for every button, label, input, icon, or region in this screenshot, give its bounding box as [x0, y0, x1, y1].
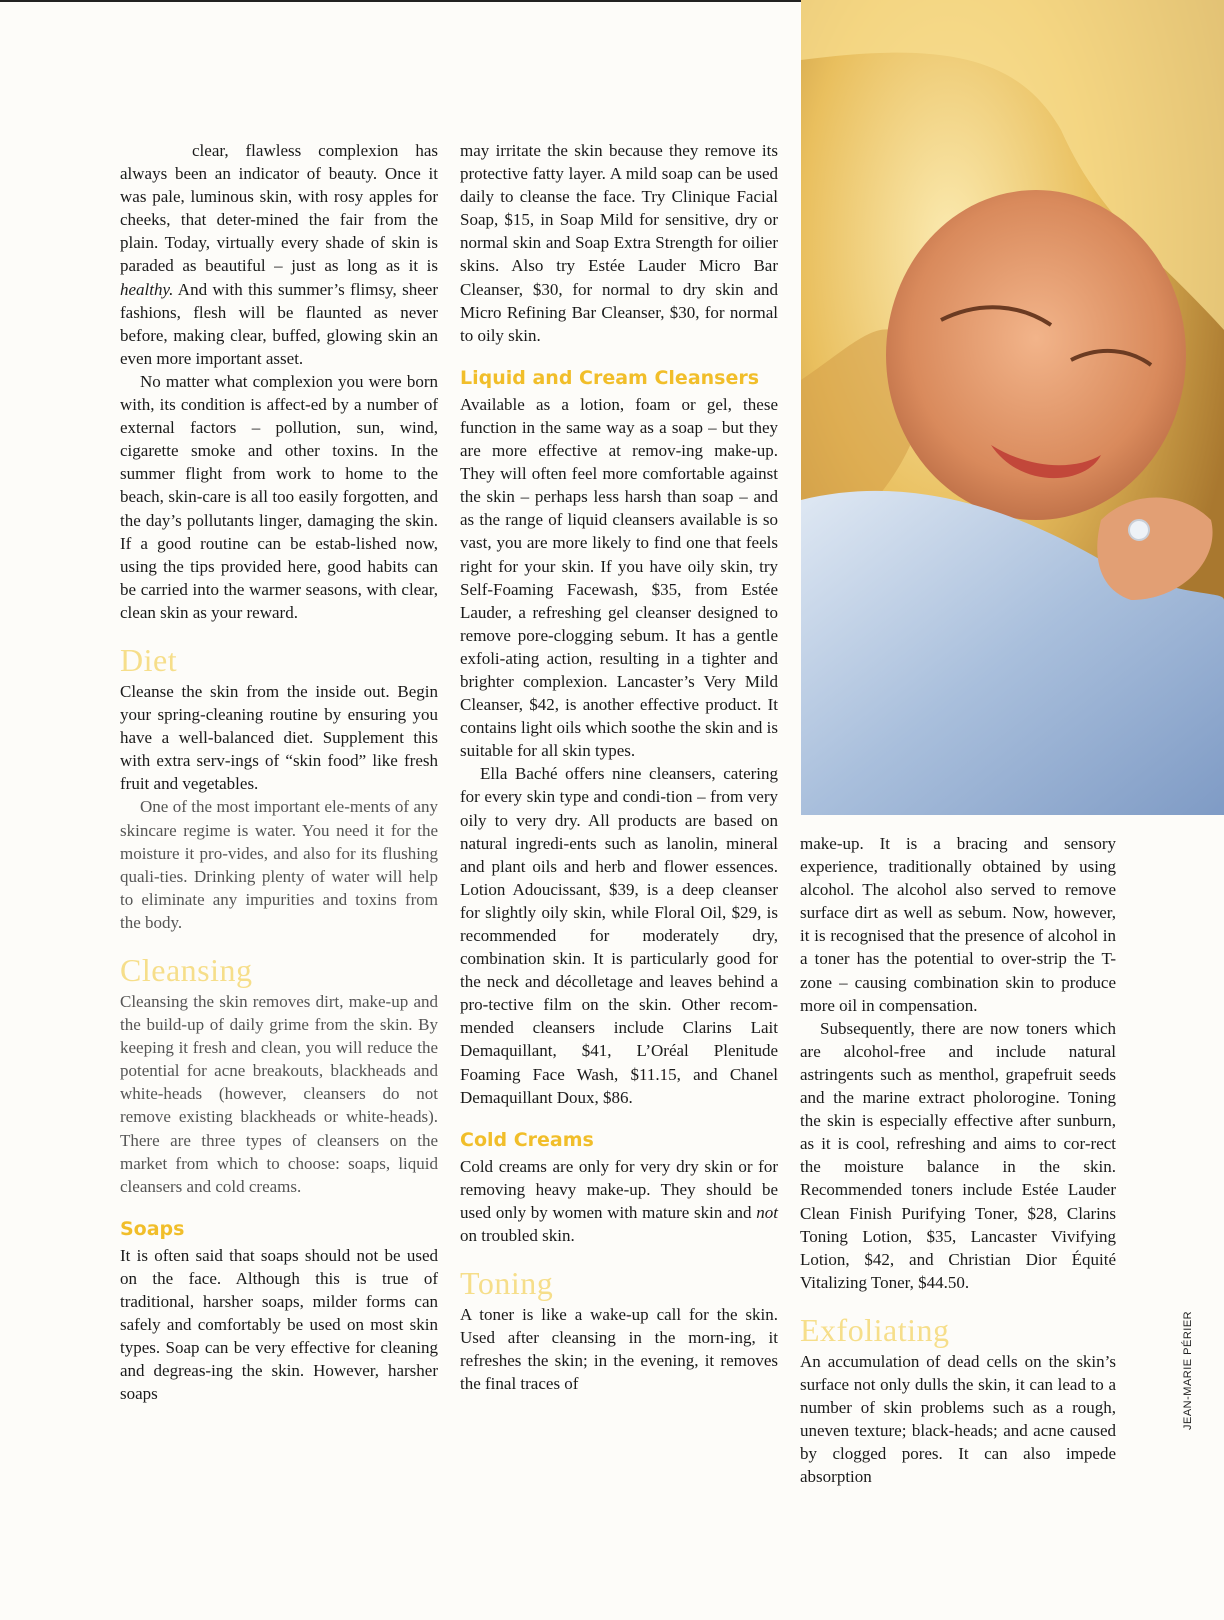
soaps-paragraph-1: It is often said that soaps should not be used on the face. Although this is true of traditional, harsher soaps, milder forms can safely and comfortably be used on most skin types. Soap can be very effective for cleaning and degreas-ing the skin. However, harsher soaps	[120, 1245, 438, 1404]
section-heading-exfoliating: Exfoliating	[800, 1311, 950, 1348]
photo-illustration	[801, 0, 1224, 815]
liquid-paragraph-1: Available as a lotion, foam or gel, these function in the same way as a soap – but they are more effective at remov-ing make-up. They will often feel more comfortable against the skin – perhaps less harsh than soap – and as the range of liquid cleansers available is so vast, you are more likely to find one that feels right for your skin. If you have oily skin, try Self-Foaming Facewash, $35, from Estée Lauder, a refreshing gel cleanser designed to remove pore-clogging sebum. It has a gentle exfoli-ating action, resulting in a tighter and brighter complexion. Lancaster’s Very Mild Cleanser, $42, is another effective product. It contains light oils which soothe the skin and is suitable for all skin types.	[460, 394, 778, 761]
toning-paragraph-2: Subsequently, there are now toners which are alcohol-free and include natural astringents such as menthol, grapefruit seeds and the marine extract pholorogine. Toning the skin is especially effective after sunburn, as it is cool, refreshing and aims to cor-rect the moisture balance in the skin. Recommended toners include Estée Lauder Clean Finish Purifying Toner, $28, Clarins Toning Lotion, $35, Lancaster Vivifying Lotion, $42, and Christian Dior Équité Vitalizing Toner, $44.50.	[800, 1018, 1116, 1292]
intro-emphasis: healthy.	[120, 279, 174, 299]
column-1	[120, 139, 438, 1406]
diet-paragraph-1: Cleanse the skin from the inside out. Begin your spring-cleaning routine by ensuring you have a well-balanced diet. Supplement this with extra serv-ings of “skin food” like fresh fruit and vegetables.	[120, 681, 438, 794]
liquid-paragraph-2: Ella Baché offers nine cleansers, catering for every skin type and condi-tion – from very oily to very dry. All products are based on natural ingredi-ents such as lanolin, mineral and plant oils and herb and flower essences. Lotion Adoucissant, $39, is a deep cleanser for slightly oily skin, while Floral Oil, $29, is recommended for moderately dry, combination skin. It is particularly good for the neck and décolletage and leaves behind a pro-tective film on the skin. Other recom-mended cleansers include Clarins Lait Demaquillant, $41, L’Oréal Plenitude Foaming Face Wash, $11.15, and Chanel Demaquillant Doux, $86.	[460, 764, 778, 1107]
exfoliating-paragraph-1: An accumulation of dead cells on the skin’s surface not only dulls the skin, it can lead to a number of skin problems such as a rough, uneven texture; black-heads; and acne caused by clogged pores. It can also impede absorption	[800, 1351, 1116, 1487]
intro-paragraph-1	[120, 139, 438, 370]
subheading-cold-creams: Cold Creams	[460, 1128, 594, 1151]
cold-creams-paragraph	[460, 1155, 778, 1247]
cleansing-paragraph-1: Cleansing the skin removes dirt, make-up and the build-up of daily grime from the skin. By keeping it fresh and clean, you will reduce the potential for acne breakouts, blackheads and white-heads (however, cleansers do not remove existing blackheads or white-heads). There are three types of cleansers on the market from which to choose: soaps, liquid cleansers and cold creams.	[120, 992, 438, 1196]
cold-text: Cold creams are only for very dry skin or for removing heavy make-up. They should be used only by women with mature skin and	[460, 1156, 778, 1222]
toning-paragraph-1: A toner is like a wake-up call for the skin. Used after cleansing in the morn-ing, it refreshes the skin; in the evening, it removes the final traces of	[460, 1305, 778, 1394]
toning-continued: make-up. It is a bracing and sensory experience, traditionally obtained by using alcohol. The alcohol also served to remove surface dirt as well as sebum. Now, however, it is recognised that the presence of alcohol in a toner has the potential to over-strip the T-zone – causing combination skin to produce more oil in compensation.	[800, 834, 1116, 1015]
diet-paragraph-2: One of the most important ele-ments of any skincare regime is water. You need it for the moisture it pro-vides, and also for its flushing quali-ties. Drinking plenty of water will help to eliminate any impurities and toxins from the body.	[120, 797, 438, 932]
subheading-liquid-cream-cleansers: Liquid and Cream Cleansers	[460, 366, 760, 389]
section-heading-diet: Diet	[120, 641, 178, 678]
column-2	[460, 139, 778, 1396]
column-3	[800, 832, 1116, 1488]
cold-text-cont: on troubled skin.	[460, 1226, 575, 1246]
soaps-continued: may irritate the skin because they remove its protective fatty layer. A mild soap can be used daily to cleanse the face. Try Clinique Facial Soap, $15, in Soap Mild for sensitive, dry or normal skin and Soap Extra Strength for oilier skins. Also try Estée Lauder Micro Bar Cleanser, $30, for normal to dry skin and Micro Refining Bar Cleanser, $30, for normal to oily skin.	[460, 141, 778, 345]
intro-text-cont: And with this summer’s flimsy, sheer fashions, flesh will be flaunted as never before, making clear, buffed, glowing skin an even more important asset.	[120, 279, 438, 368]
section-heading-cleansing: Cleansing	[120, 952, 253, 988]
intro-text: clear, flawless complexion has always been an indicator of beauty. Once it was pale, luminous skin, with rosy apples for cheeks, that deter-mined the fair from the plain. Today, virtually every shade of skin is paraded as beautiful – just as long as it is	[120, 141, 438, 276]
intro-paragraph-2: No matter what complexion you were born with, its condition is affect-ed by a number of external factors – pollution, sun, wind, cigarette smoke and other toxins. In the summer flight from work to home to the beach, skin-care is all too easily forgotten, and the day’s pollutants linger, damaging the skin. If a good routine can be estab-lished now, using the tips provided here, good habits can be carried into the warmer seasons, with clear, clean skin as your reward.	[120, 371, 438, 622]
photo-credit: JEAN-MARIE PÉRIER	[1182, 1310, 1194, 1430]
section-heading-toning: Toning	[460, 1265, 554, 1302]
portrait-photo	[801, 0, 1224, 815]
cold-emphasis: not	[756, 1202, 778, 1222]
subheading-soaps: Soaps	[120, 1217, 185, 1240]
